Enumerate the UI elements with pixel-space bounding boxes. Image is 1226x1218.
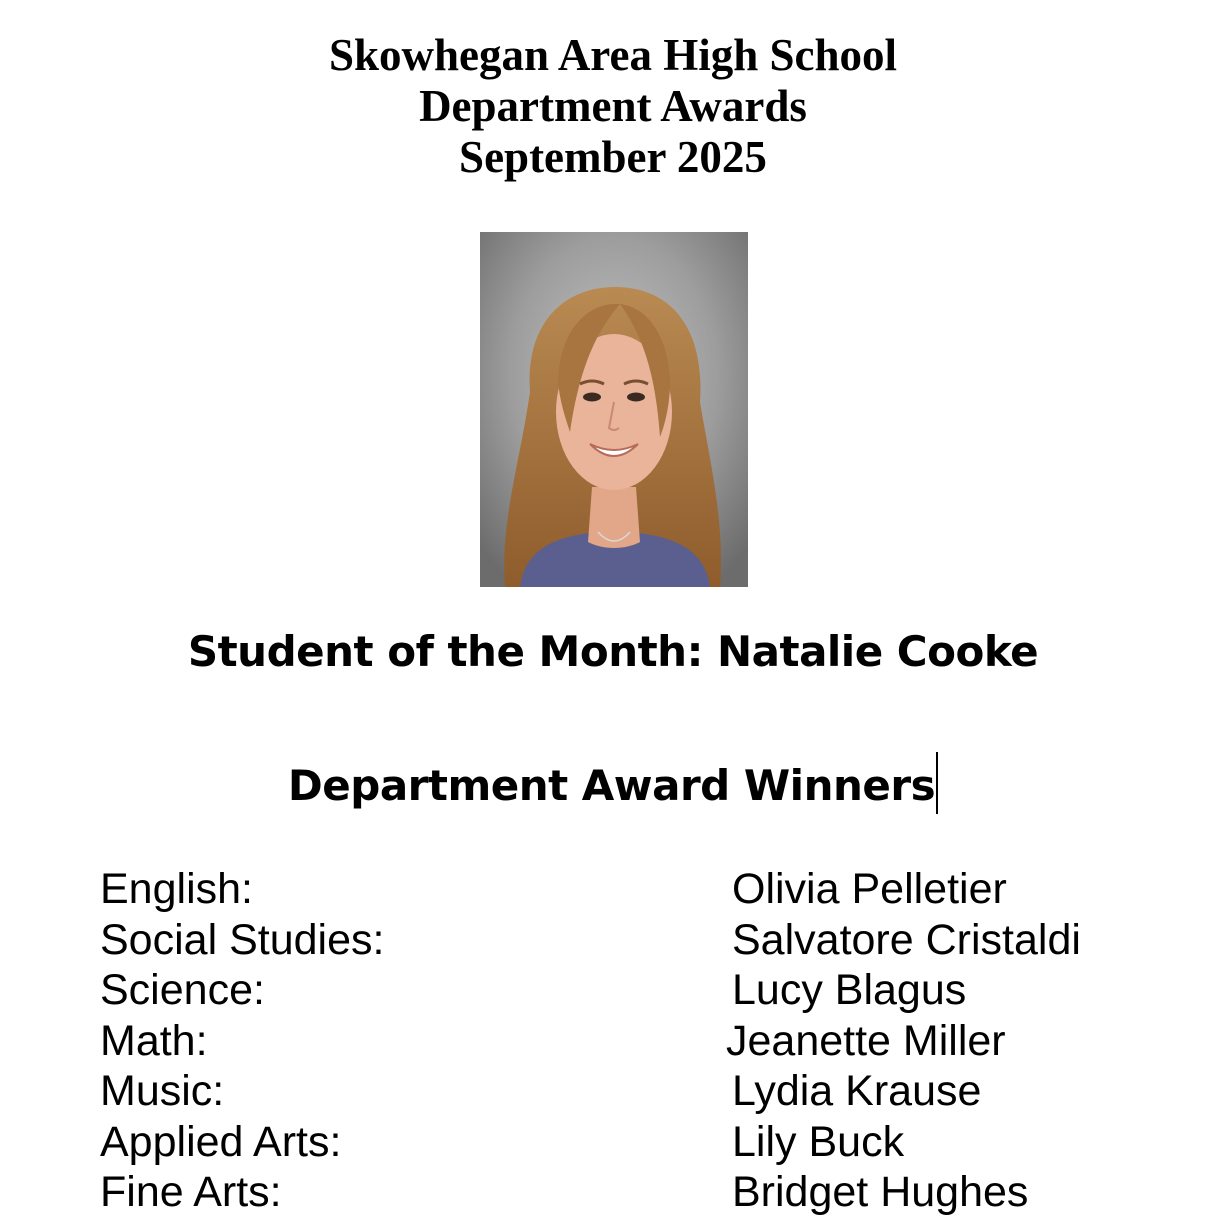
department-label: Fine Arts: bbox=[100, 1168, 282, 1216]
award-row-english bbox=[0, 864, 1186, 915]
winner-name: Lydia Krause bbox=[732, 1067, 982, 1115]
school-name: Skowhegan Area High School bbox=[328, 30, 898, 80]
award-row-science bbox=[0, 965, 1186, 1016]
department-label: Science: bbox=[100, 966, 265, 1014]
winners-heading-line bbox=[0, 752, 1226, 814]
student-of-the-month: Student of the Month: Natalie Cooke bbox=[187, 627, 1039, 676]
winner-name: Salvatore Cristaldi bbox=[732, 915, 1081, 964]
department-label: Music: bbox=[100, 1067, 225, 1115]
text-cursor bbox=[936, 752, 938, 814]
header-date: September 2025 bbox=[459, 132, 767, 182]
winner-name: Jeanette Miller bbox=[726, 1016, 1006, 1065]
awards-list bbox=[0, 864, 1186, 1218]
winner-name: Bridget Hughes bbox=[732, 1168, 1029, 1216]
winner-name: Lily Buck bbox=[732, 1117, 905, 1166]
department-label: Social Studies: bbox=[100, 915, 385, 964]
winners-heading: Department Award Winners bbox=[287, 761, 936, 810]
award-row-applied-arts bbox=[0, 1117, 1186, 1168]
department-label: English: bbox=[100, 865, 253, 913]
document-header bbox=[0, 30, 1226, 183]
award-row-music bbox=[0, 1066, 1186, 1117]
award-row-math bbox=[0, 1016, 1186, 1067]
award-row-fine-arts bbox=[0, 1167, 1186, 1218]
department-label: Applied Arts: bbox=[100, 1117, 342, 1166]
header-subtitle: Department Awards bbox=[419, 81, 807, 131]
winner-name: Olivia Pelletier bbox=[732, 865, 1007, 913]
department-label: Math: bbox=[100, 1016, 208, 1065]
award-row-social-studies bbox=[0, 915, 1186, 966]
student-portrait-photo bbox=[480, 232, 748, 587]
winner-name: Lucy Blagus bbox=[732, 966, 967, 1014]
